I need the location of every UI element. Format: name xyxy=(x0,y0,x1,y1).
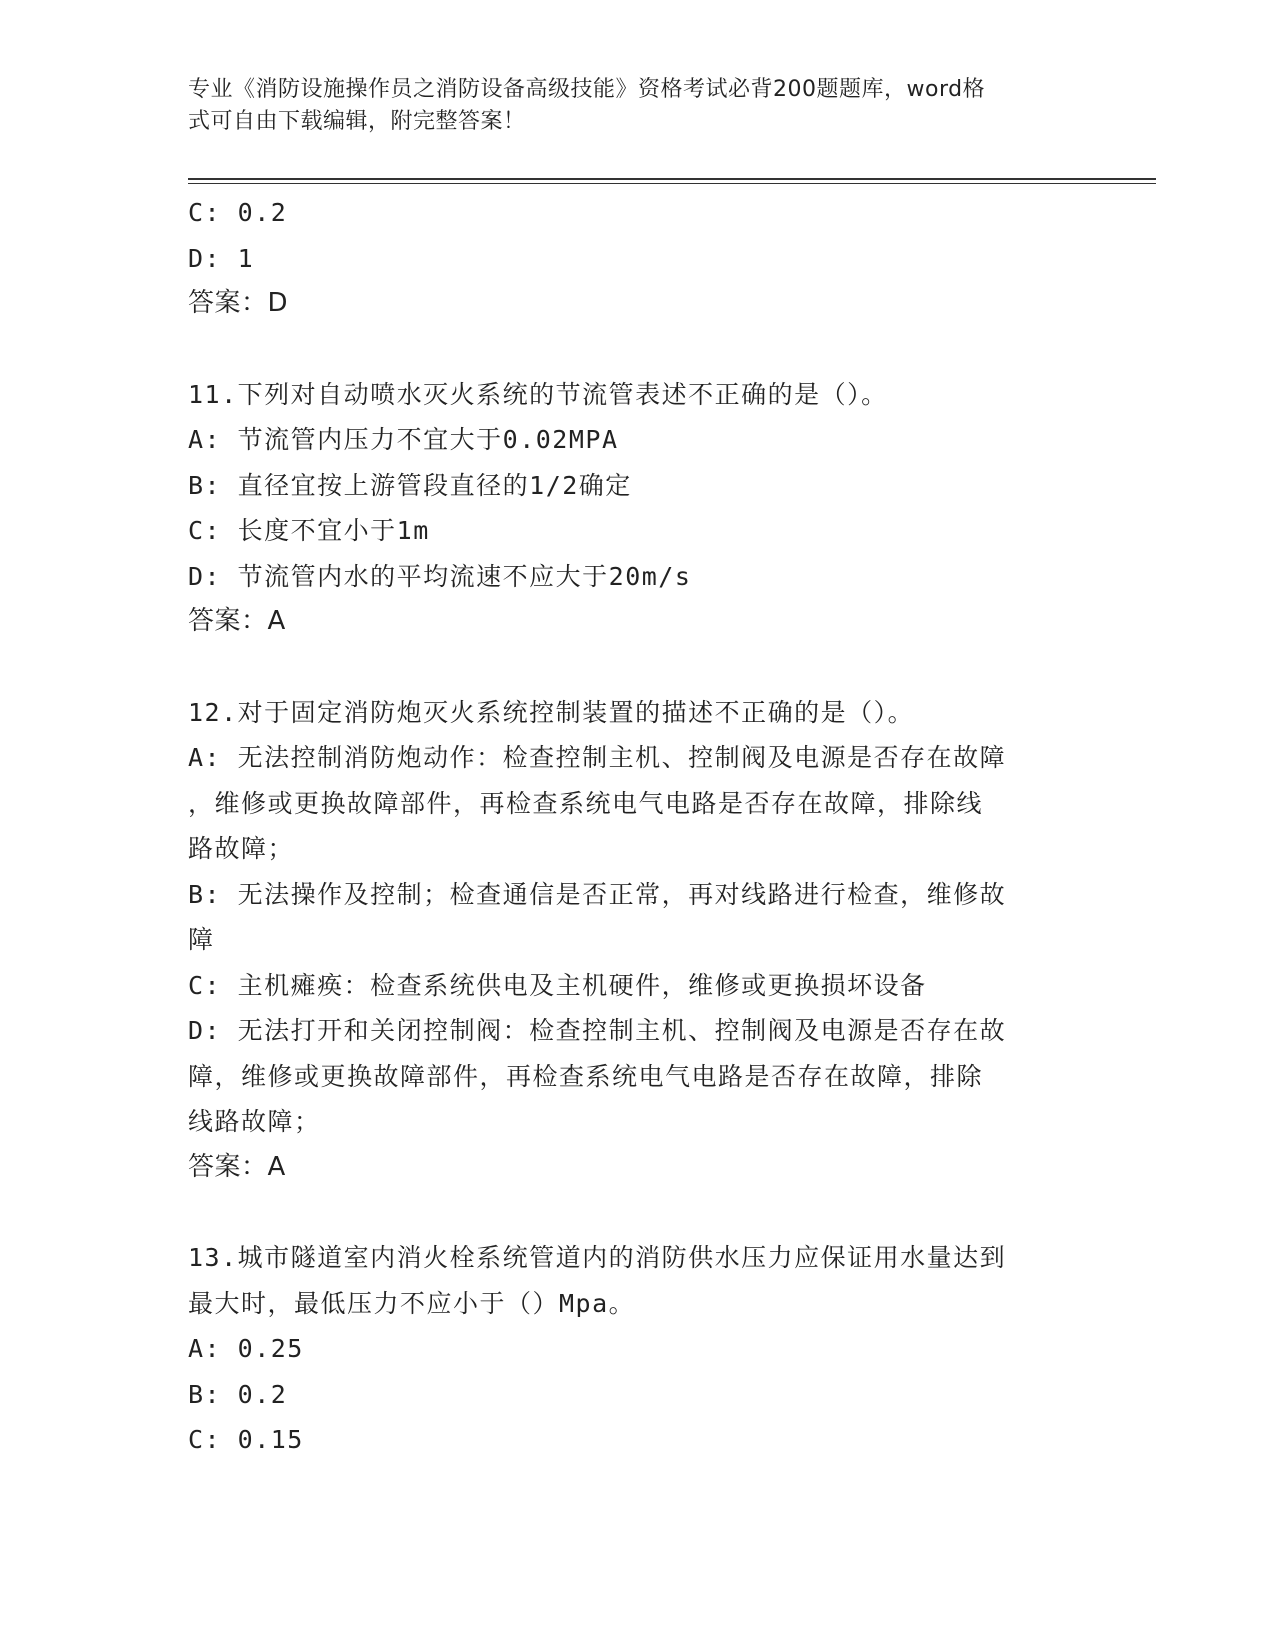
question-stem: 12.对于固定消防炮灭火系统控制装置的描述不正确的是（）。 xyxy=(188,697,915,727)
option-c: C: 主机瘫痪：检查系统供电及主机硬件，维修或更换损坏设备 xyxy=(188,970,927,1000)
option-c: C: 长度不宜小于1m xyxy=(188,516,430,545)
option-b: B: 直径宜按上游管段直径的1/2确定 xyxy=(188,470,632,500)
option-a-line-3: 路故障； xyxy=(188,834,295,863)
question-block-prev xyxy=(188,190,1088,327)
option-b-line-1: B: 无法操作及控制；检查通信是否正常，再对线路进行检查，维修故 xyxy=(188,879,1007,909)
option-b: B: 0.2 xyxy=(188,1379,288,1409)
question-stem: 11.下列对自动喷水灭火系统的节流管表述不正确的是（）。 xyxy=(188,379,888,409)
question-stem-line-2: 最大时，最低压力不应小于（）Mpa。 xyxy=(188,1288,636,1318)
answer-line: 答案：A xyxy=(188,606,286,636)
question-content xyxy=(188,190,1088,1463)
document-header xyxy=(188,74,1068,138)
header-line-2: 式可自由下载编辑，附完整答案！ xyxy=(188,109,526,134)
option-d: D: 1 xyxy=(188,243,255,273)
option-a-line-1: A: 无法控制消防炮动作：检查控制主机、控制阀及电源是否存在故障 xyxy=(188,743,1007,772)
spacer xyxy=(188,1190,1088,1235)
option-b-line-2: 障 xyxy=(188,925,215,954)
header-divider-thick xyxy=(188,178,1156,180)
question-block-11 xyxy=(188,372,1088,645)
header-divider-thin xyxy=(188,183,1156,184)
spacer xyxy=(188,645,1088,690)
spacer xyxy=(188,327,1088,372)
question-block-12 xyxy=(188,690,1088,1191)
option-d: D: 节流管内水的平均流速不应大于20m/s xyxy=(188,561,692,591)
option-c: C: 0.2 xyxy=(188,198,288,227)
answer-line: 答案：A xyxy=(188,1151,286,1182)
question-stem-line-1: 13.城市隧道室内消火栓系统管道内的消防供水压力应保证用水量达到 xyxy=(188,1243,1007,1272)
answer-line: 答案：D xyxy=(188,288,289,318)
option-d-line-1: D: 无法打开和关闭控制阀：检查控制主机、控制阀及电源是否存在故 xyxy=(188,1016,1007,1045)
option-c: C: 0.15 xyxy=(188,1425,304,1454)
question-block-13 xyxy=(188,1235,1088,1463)
header-line-1: 专业《消防设施操作员之消防设备高级技能》资格考试必背200题题库，word格 xyxy=(188,77,986,102)
option-a: A: 0.25 xyxy=(188,1334,304,1363)
option-a: A: 节流管内压力不宜大于0.02MPA xyxy=(188,425,619,454)
option-d-line-2: 障，维修或更换故障部件，再检查系统电气电路是否存在故障，排除 xyxy=(188,1061,984,1091)
option-a-line-2: ，维修或更换故障部件，再检查系统电气电路是否存在故障，排除线 xyxy=(188,788,984,818)
option-d-line-3: 线路故障； xyxy=(188,1107,321,1136)
